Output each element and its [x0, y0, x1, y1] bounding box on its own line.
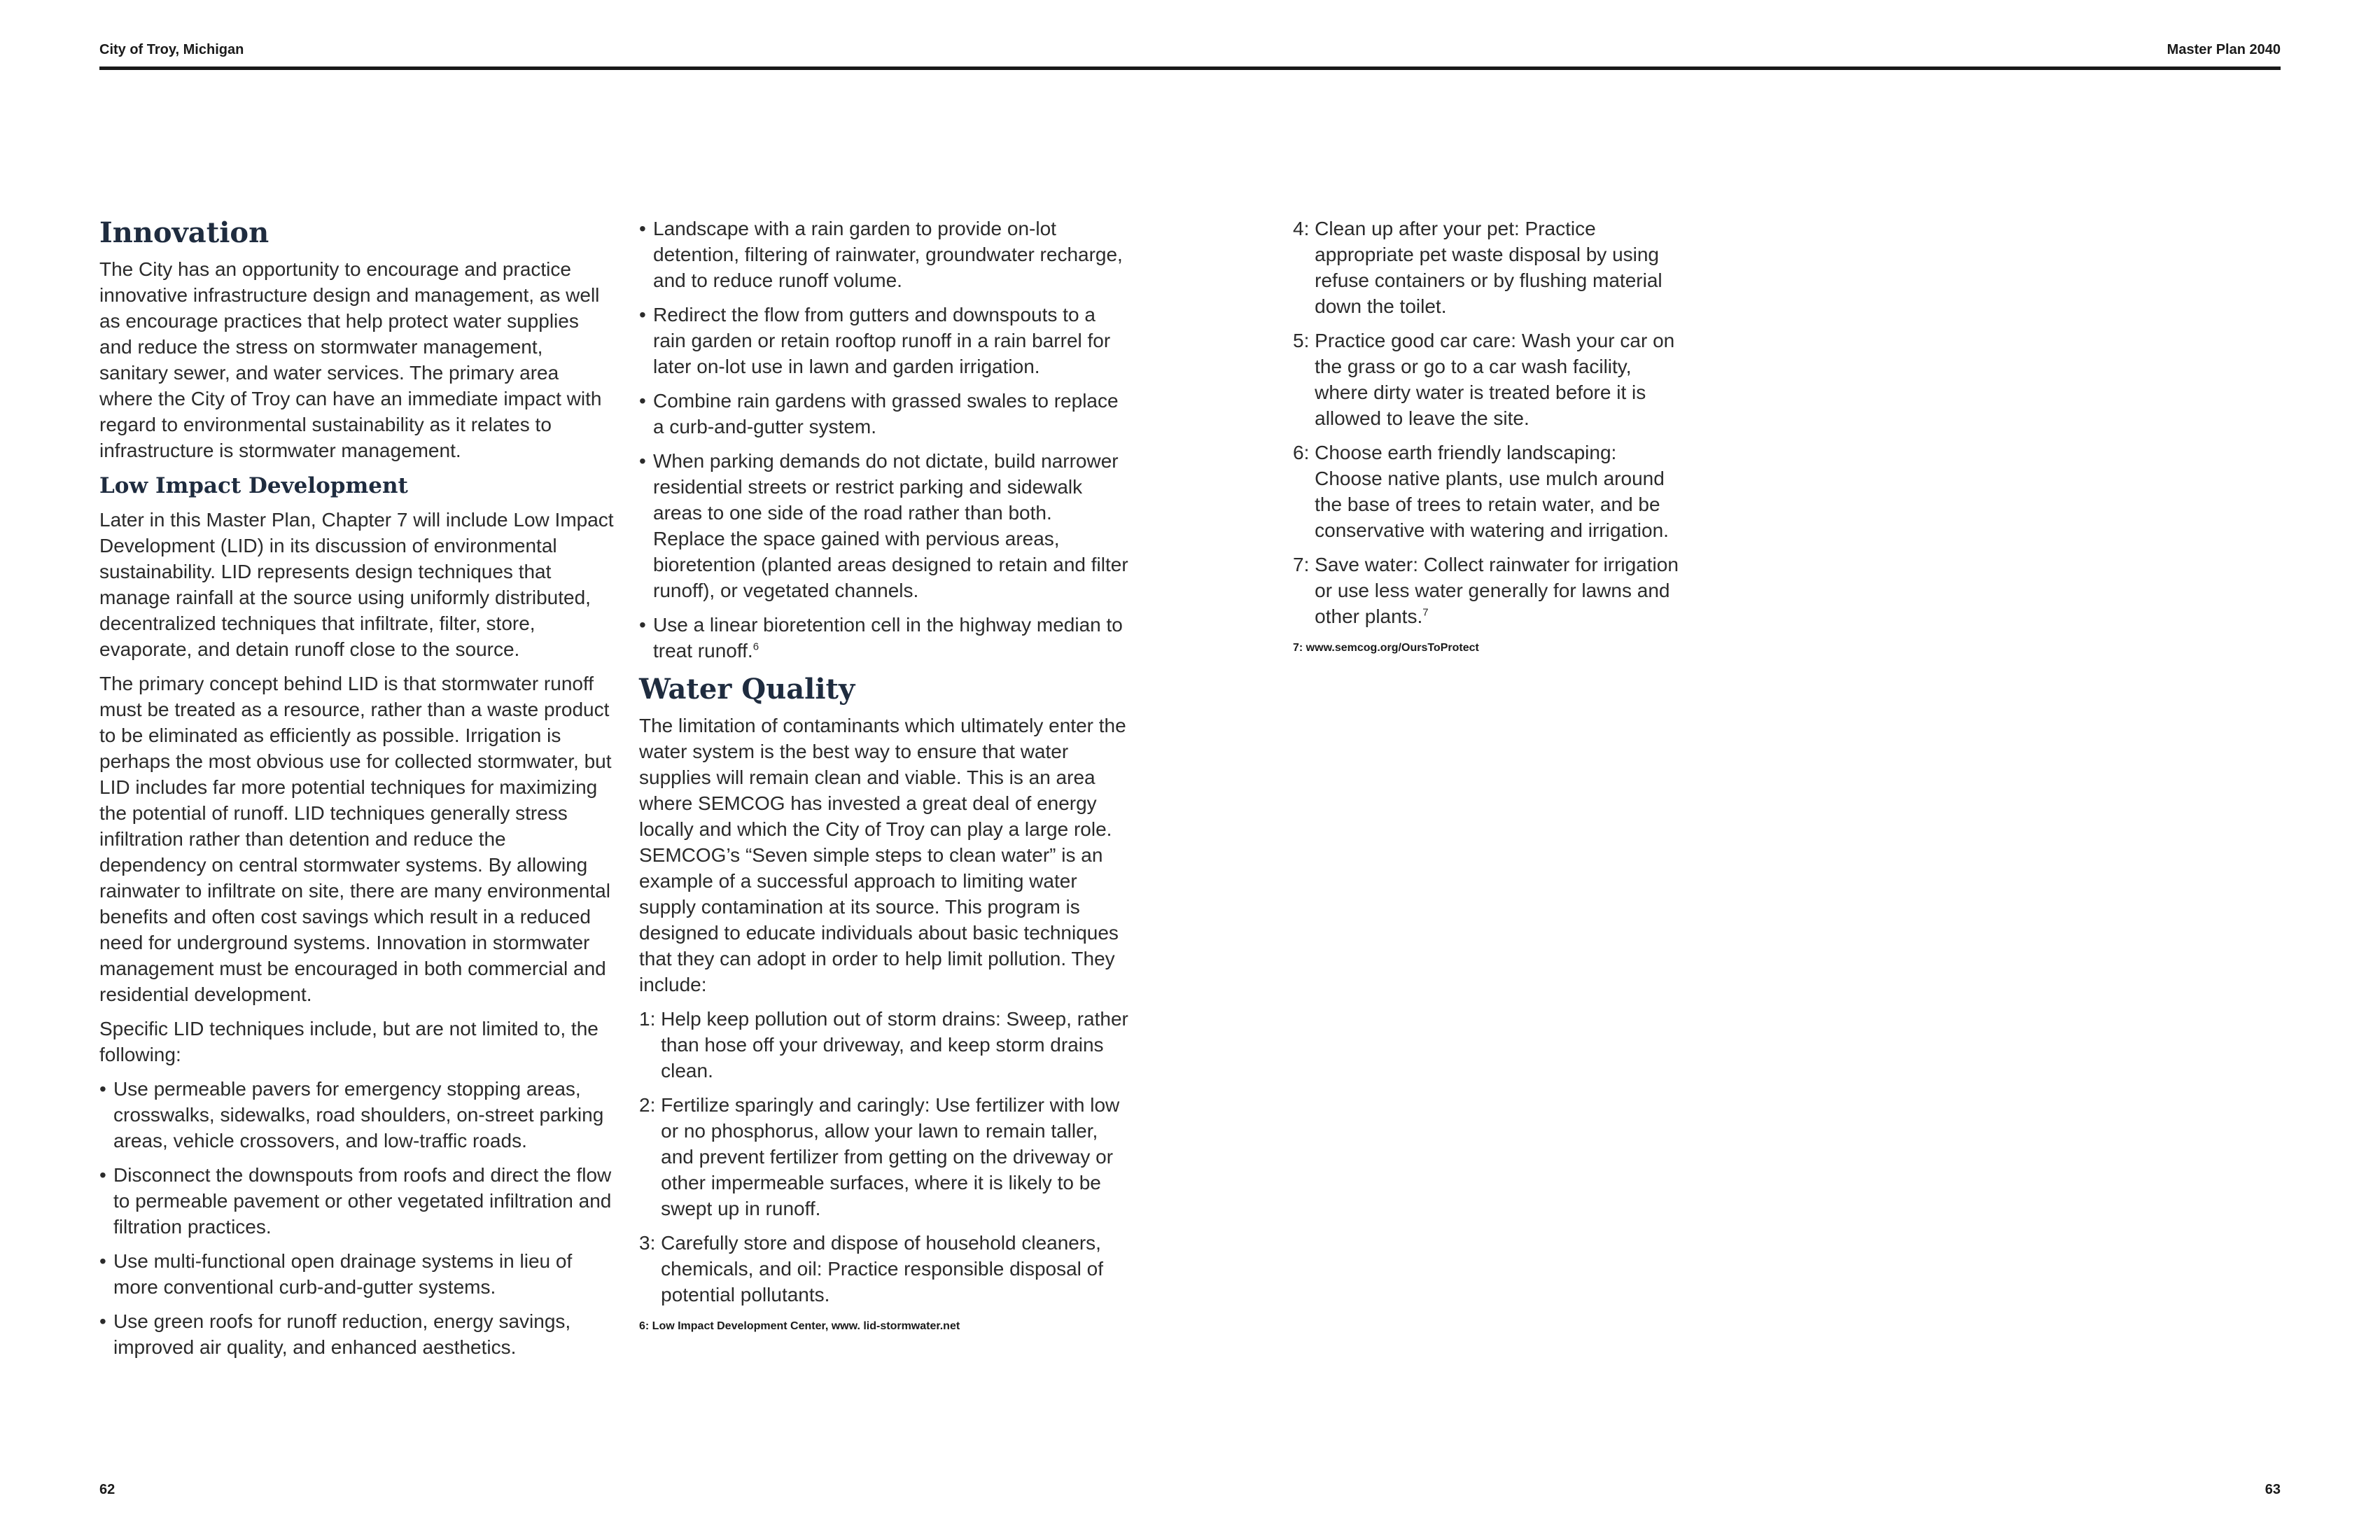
page-number-left: 62	[99, 1482, 115, 1497]
step-number: 7:	[1293, 554, 1315, 575]
list-item	[639, 612, 1129, 664]
step-number: 6:	[1293, 442, 1315, 463]
footnote-6: 6: Low Impact Development Center, www. lid-stormwater.net	[639, 1320, 960, 1332]
footnote-7: 7: www.semcog.org/OursToProtect	[1293, 642, 1479, 654]
step-text: Carefully store and dispose of household cleaners, chemicals, and oil: Practice responsible disposal of potential pollutants.	[661, 1232, 1104, 1306]
lid-paragraph-3: Specific LID techniques include, but are not limited to, the following:	[99, 1018, 598, 1065]
header-divider	[99, 66, 2281, 70]
list-item: • Landscape with a rain garden to provide on-lot detention, filtering of rainwater, groundwater recharge, and to reduce runoff volume.	[639, 216, 1129, 293]
list-item: • Use permeable pavers for emergency stopping areas, crosswalks, sidewalks, road shoulders, on-street parking areas, vehicle crossovers, and low-traffic roads.	[99, 1076, 614, 1154]
footnote-ref: 6	[752, 640, 760, 653]
step-item	[639, 1006, 1129, 1084]
lid-bullet-list-1	[99, 1076, 614, 1360]
list-item-text: Use a linear bioretention cell in the highway median to treat runoff.	[653, 614, 1123, 662]
header-plan-title: Master Plan 2040	[2166, 42, 2281, 57]
step-number: 4:	[1293, 218, 1315, 239]
innovation-heading: Innovation	[99, 216, 270, 249]
lid-bullet-list-2	[639, 216, 1129, 664]
step-text-body: Save water: Collect rainwater for irrigation or use less water generally for lawns and other plants.	[1315, 554, 1679, 627]
header-city: City of Troy, Michigan	[99, 42, 244, 57]
step-text	[1315, 552, 1685, 629]
list-item: • Redirect the flow from gutters and downspouts to a rain garden or retain rooftop runoff in a rain barrel for later on-lot use in lawn and garden irrigation.	[639, 302, 1129, 379]
step-text: Clean up after your pet: Practice appropriate pet waste disposal by using refuse containers or by flushing material down the toilet.	[1315, 218, 1662, 317]
step-item	[639, 1230, 1129, 1308]
step-number: 2:	[639, 1094, 662, 1116]
list-item: • Use multi-functional open drainage systems in lieu of more conventional curb-and-gutter systems.	[99, 1248, 614, 1300]
water-quality-heading: Water Quality	[639, 673, 855, 706]
step-text: Practice good car care: Wash your car on the grass or go to a car wash facility, where dirty water is treated before it is allowed to leave the site.	[1315, 330, 1675, 429]
list-item: • Use green roofs for runoff reduction, energy savings, improved air quality, and enhanced aesthetics.	[99, 1308, 614, 1360]
step-item	[1293, 216, 1685, 319]
step-number: 1:	[639, 1008, 662, 1030]
step-text: Choose earth friendly landscaping: Choose native plants, use mulch around the base of trees to retain water, and be conservative with watering and irrigation.	[1315, 442, 1669, 541]
list-item: • When parking demands do not dictate, build narrower residential streets or restrict parking and sidewalk areas to one side of the road rather than both. Replace the space gained with pervious areas, bioretention (planted areas designed to retain and filter runoff), or vegetated channels.	[639, 448, 1129, 603]
list-item: • Combine rain gardens with grassed swales to replace a curb-and-gutter system.	[639, 388, 1129, 440]
innovation-intro: The City has an opportunity to encourage and practice innovative infrastructure design and management, as well as encourage practices that help protect water supplies and reduce the stress on stormwater management, sanitary sewer, and water services. The primary area where the City of Troy can have an immediate impact with regard to environmental sustainability as it relates to infrastructure is stormwater management.	[99, 258, 602, 461]
column-2	[639, 216, 1129, 1334]
step-item	[1293, 328, 1685, 431]
step-item	[1293, 440, 1685, 543]
column-3	[1293, 216, 1685, 656]
footnote-ref: 7	[1422, 606, 1429, 619]
column-1	[99, 216, 614, 1368]
step-item	[639, 1092, 1129, 1222]
page-number-right: 63	[2264, 1482, 2281, 1497]
step-number: 3:	[639, 1232, 662, 1254]
water-quality-intro: The limitation of contaminants which ultimately enter the water system is the best way to ensure that water supplies will remain clean and viable. This is an area where SEMCOG has invested a great deal of energy locally and which the City of Troy can play a large role. SEMCOG’s “Seven simple steps to clean water” is an example of a successful approach to limiting water supply contamination at its source. This program is designed to educate individuals about basic techniques that they can adopt in order to help limit pollution. They include:	[639, 715, 1126, 995]
step-number: 5:	[1293, 330, 1315, 351]
step-item	[1293, 552, 1685, 629]
lid-paragraph-2: The primary concept behind LID is that stormwater runoff must be treated as a resource, rather than a waste product to be eliminated as efficiently as possible. Irrigation is perhaps the most obvious use for collected stormwater, but LID includes far more potential techniques for maximizing the potential of runoff. LID techniques generally stress infiltration rather than detention and reduce the dependency on central stormwater systems. By allowing rainwater to infiltrate on site, there are many environmental benefits and often cost savings which result in a reduced need for underground systems. Innovation in stormwater management must be encouraged in both commercial and residential development.	[99, 673, 612, 1005]
step-text: Fertilize sparingly and caringly: Use fertilizer with low or no phosphorus, allow your lawn to remain taller, and prevent fertilizer from getting on the driveway or other impermeable surfaces, where it is likely to be swept up in runoff.	[661, 1094, 1120, 1219]
step-text: Help keep pollution out of storm drains: Sweep, rather than hose off your driveway, and keep storm drains clean.	[661, 1008, 1128, 1082]
lid-heading: Low Impact Development	[99, 473, 408, 498]
lid-paragraph-1: Later in this Master Plan, Chapter 7 will include Low Impact Development (LID) in its discussion of environmental sustainability. LID represents design techniques that manage rainfall at the source using uniformly distributed, decentralized techniques that infiltrate, filter, store, evaporate, and detain runoff close to the source.	[99, 509, 614, 660]
list-item: • Disconnect the downspouts from roofs and direct the flow to permeable pavement or other vegetated infiltration and filtration practices.	[99, 1162, 614, 1240]
